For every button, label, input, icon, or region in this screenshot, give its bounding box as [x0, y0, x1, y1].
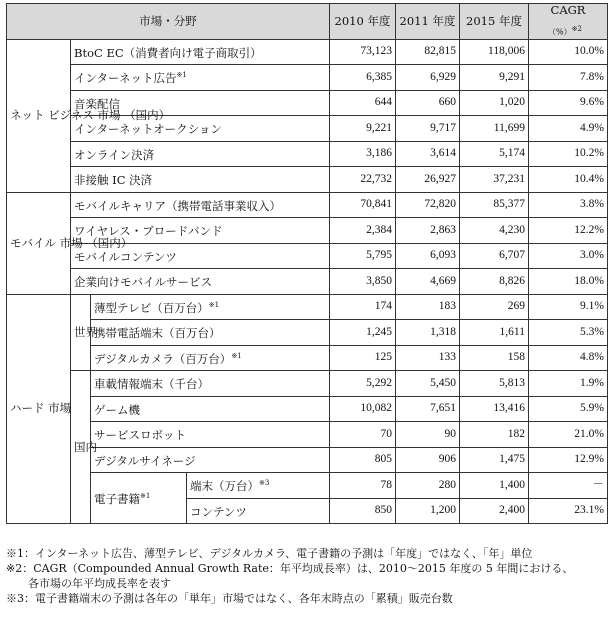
value-2011: 1,318: [396, 320, 460, 346]
value-2010: 805: [330, 447, 396, 473]
value-2010: 125: [330, 345, 396, 371]
header-market: 市場・分野: [7, 4, 330, 40]
row-label-text: モバイルコンテンツ: [74, 249, 177, 264]
row-note: ※1: [176, 71, 187, 80]
row-label: [71, 167, 330, 193]
value-2011: 5,450: [396, 371, 460, 397]
value-cagr: 10.4%: [529, 167, 608, 193]
row-label-text: サービスロボット: [94, 428, 186, 443]
value-2011: 9,717: [396, 116, 460, 142]
table-row: [7, 65, 608, 91]
market-forecast-table: [6, 3, 608, 524]
value-2015: 182: [460, 422, 529, 448]
row-note: ※1: [231, 351, 242, 360]
row-label-text: 車載情報端末（千台）: [94, 377, 209, 392]
row-label-text: 非接触 IC 決済: [74, 173, 153, 188]
value-2010: 5,292: [330, 371, 396, 397]
table-row: [7, 345, 608, 371]
footnote-1: ※1：インターネット広告、薄型テレビ、デジタルカメラ、電子書籍の予測は「年度」ではなく、「年」単位: [6, 547, 533, 560]
row-label-text: 端末（万台）: [190, 479, 259, 494]
value-2015: 269: [460, 294, 529, 320]
value-cagr: 7.8%: [529, 65, 608, 91]
row-note: ※3: [259, 479, 270, 488]
value-2015: 2,400: [460, 498, 529, 524]
row-label: [71, 39, 330, 65]
row-note: ※1: [208, 300, 220, 309]
value-cagr: 9.6%: [529, 90, 608, 116]
subgroup-domestic: 国内: [71, 371, 91, 524]
cagr-note-mark: ※2: [571, 25, 582, 33]
row-label-text: デジタルカメラ（百万台）: [94, 351, 232, 366]
header-cagr-unit: [532, 23, 604, 39]
value-cagr: 3.0%: [529, 243, 608, 269]
row-label: [91, 371, 330, 397]
value-2011: 82,815: [396, 39, 460, 65]
value-2011: 660: [396, 90, 460, 116]
row-label-text: インターネット広告: [74, 71, 177, 86]
table-row: [7, 192, 608, 218]
value-2011: 133: [396, 345, 460, 371]
table-row: [7, 294, 608, 320]
row-label: [71, 141, 330, 167]
value-2015: 158: [460, 345, 529, 371]
value-2015: 9,291: [460, 65, 529, 91]
footnote-3: ※3：電子書籍端末の予測は各年の「単年」市場ではなく、各年末時点の「累積」販売台数: [6, 592, 453, 605]
value-2010: 850: [330, 498, 396, 524]
row-label-text: 企業向けモバイルサービス: [74, 275, 212, 290]
row-label-text: BtoC EC（消費者向け電子商取引）: [74, 45, 262, 60]
row-label: [187, 498, 330, 524]
table-row: [7, 167, 608, 193]
value-2010: 2,384: [330, 218, 396, 244]
table-row: [7, 320, 608, 346]
value-2011: 906: [396, 447, 460, 473]
value-cagr: 5.9%: [529, 396, 608, 422]
value-2011: 90: [396, 422, 460, 448]
row-label-text: オンライン決済: [74, 147, 155, 162]
value-2015: 1,020: [460, 90, 529, 116]
header-row: [7, 4, 608, 40]
value-2010: 22,732: [330, 167, 396, 193]
value-cagr: 12.9%: [529, 447, 608, 473]
footnotes: [6, 546, 607, 606]
row-label: [187, 473, 330, 499]
value-cagr: 12.2%: [529, 218, 608, 244]
table-row: [7, 473, 608, 499]
value-2015: 1,475: [460, 447, 529, 473]
subgroup-world: 世界: [71, 294, 91, 371]
group-mobile: モバイル 市場 （国内）: [7, 192, 71, 294]
value-2011: 6,093: [396, 243, 460, 269]
row-label: [91, 422, 330, 448]
value-2015: 5,174: [460, 141, 529, 167]
subgroup-ebook: [91, 473, 187, 524]
value-2011: 280: [396, 473, 460, 499]
row-label: [91, 294, 330, 320]
value-2015: 37,231: [460, 167, 529, 193]
value-2011: 1,200: [396, 498, 460, 524]
value-2011: 26,927: [396, 167, 460, 193]
value-2011: 3,614: [396, 141, 460, 167]
row-label: [91, 345, 330, 371]
value-cagr: 18.0%: [529, 269, 608, 295]
row-label-text: ワイヤレス・ブロードバンド: [74, 224, 223, 239]
value-2015: 8,826: [460, 269, 529, 295]
value-cagr: 23.1%: [529, 498, 608, 524]
header-2010: 2010 年度: [330, 4, 396, 40]
row-label: [91, 396, 330, 422]
row-label-text: コンテンツ: [190, 504, 247, 519]
value-cagr: 10.0%: [529, 39, 608, 65]
value-2011: 183: [396, 294, 460, 320]
row-label-text: 薄型テレビ（百万台）: [94, 300, 209, 315]
value-cagr: 3.8%: [529, 192, 608, 218]
value-cagr: 4.8%: [529, 345, 608, 371]
row-label-text: ゲーム機: [94, 402, 140, 417]
value-2010: 174: [330, 294, 396, 320]
value-2010: 70: [330, 422, 396, 448]
value-2015: 118,006: [460, 39, 529, 65]
value-2010: 3,186: [330, 141, 396, 167]
value-2011: 2,863: [396, 218, 460, 244]
value-cagr: 9.1%: [529, 294, 608, 320]
footnote-2-cont: 各市場の年平均成長率を表す: [6, 577, 171, 590]
value-2015: 6,707: [460, 243, 529, 269]
value-2015: 5,813: [460, 371, 529, 397]
table-row: [7, 269, 608, 295]
row-label-text: モバイルキャリア（携帯電話事業収入）: [74, 198, 281, 213]
value-2015: 85,377: [460, 192, 529, 218]
value-2010: 3,850: [330, 269, 396, 295]
table-row: [7, 371, 608, 397]
value-2010: 70,841: [330, 192, 396, 218]
table-row: [7, 141, 608, 167]
header-2015: 2015 年度: [460, 4, 529, 40]
value-cagr: 10.2%: [529, 141, 608, 167]
header-cagr-label: CAGR: [550, 3, 586, 17]
row-label: [91, 320, 330, 346]
value-cagr: 4.9%: [529, 116, 608, 142]
group-net: ネット ビジネス 市場 （国内）: [7, 39, 71, 192]
value-2010: 6,385: [330, 65, 396, 91]
value-cagr: 5.3%: [529, 320, 608, 346]
header-cagr: [529, 4, 608, 40]
value-cagr: 21.0%: [529, 422, 608, 448]
value-2010: 10,082: [330, 396, 396, 422]
value-2015: 13,416: [460, 396, 529, 422]
value-2015: 11,699: [460, 116, 529, 142]
value-cagr: 1.9%: [529, 371, 608, 397]
row-label-text: 携帯電話端末（百万台）: [94, 326, 221, 341]
footnote-2: ※2：CAGR（Compounded Annual Growth Rate：年平均成長率）は、2010～2015 年度の 5 年間における、: [6, 562, 574, 575]
ebook-note: ※1: [140, 492, 151, 501]
row-label-text: インターネットオークション: [74, 122, 222, 137]
row-label: [71, 269, 330, 295]
value-2010: 644: [330, 90, 396, 116]
value-cagr: －: [529, 473, 608, 499]
value-2010: 78: [330, 473, 396, 499]
row-label: [71, 192, 330, 218]
value-2010: 5,795: [330, 243, 396, 269]
value-2011: 4,669: [396, 269, 460, 295]
table-row: [7, 39, 608, 65]
value-2010: 9,221: [330, 116, 396, 142]
ebook-label: 電子書籍: [94, 492, 140, 507]
row-label-text: 音楽配信: [74, 96, 120, 111]
value-2010: 1,245: [330, 320, 396, 346]
group-hard: ハード 市場: [7, 294, 71, 524]
table-row: [7, 396, 608, 422]
row-label: [91, 447, 330, 473]
cagr-unit-text: （%）: [548, 27, 572, 37]
value-2015: 4,230: [460, 218, 529, 244]
value-2015: 1,400: [460, 473, 529, 499]
value-2010: 73,123: [330, 39, 396, 65]
value-2011: 7,651: [396, 396, 460, 422]
value-2011: 72,820: [396, 192, 460, 218]
value-2015: 1,611: [460, 320, 529, 346]
value-2011: 6,929: [396, 65, 460, 91]
header-2011: 2011 年度: [396, 4, 460, 40]
row-label: [71, 65, 330, 91]
row-label-text: デジタルサイネージ: [94, 453, 196, 468]
